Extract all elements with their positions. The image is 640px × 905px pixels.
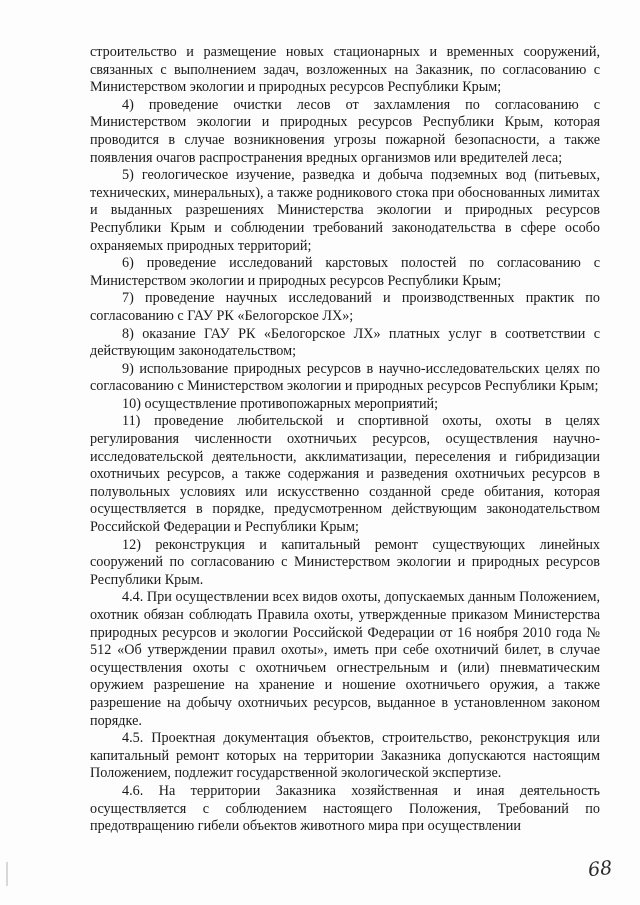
scan-edge-mark xyxy=(6,862,8,886)
paragraph-item-8: 8) оказание ГАУ РК «Белогорское ЛХ» платных услуг в соответствии с действующим законодательством; xyxy=(90,325,600,360)
paragraph-item-5: 5) геологическое изучение, разведка и добыча подземных вод (питьевых, технических, минеральных), а также родникового стока при обоснованных лимитах и выданных разрешениях Министерства экологии и природных ресурсов Республики Крым и соблюдении требований законодательства в сфере особо охраняемых природных территорий; xyxy=(90,167,600,254)
paragraph-item-4: 4) проведение очистки лесов от захламления по согласованию с Министерством экологии и природных ресурсов Республики Крым, которая проводится в случае возникновения угрозы пожарной безопасности, а также появления очагов распространения вредных организмов или вредителей леса; xyxy=(90,96,600,166)
paragraph-section-4-4: 4.4. При осуществлении всех видов охоты, допускаемых данным Положением, охотник обязан соблюдать Правила охоты, утвержденные приказом Министерства природных ресурсов и экологии Российской Федерации от 16 ноября 2010 года № 512 «Об утверждении правил охоты», иметь при себе охотничий билет, в случае осуществления охоты с охотничьем огнестрельным и (или) пневматическим оружием разрешение на хранение и ношение охотничьего оружия, а также разрешение на добычу охотничьих ресурсов, выданное в установленном законом порядке. xyxy=(90,589,600,729)
paragraph-continuation: строительство и размещение новых стационарных и временных сооружений, связанных с выполнением задач, возложенных на Заказник, по согласованию с Министерством экологии и природных ресурсов Республики Крым; xyxy=(90,44,600,96)
handwritten-page-number: 68 xyxy=(586,856,614,882)
document-body xyxy=(90,44,600,836)
paragraph-section-4-5: 4.5. Проектная документация объектов, строительство, реконструкция или капитальный ремонт которых на территории Заказника допускаются настоящим Положением, подлежит государственной экологической экспертизе. xyxy=(90,730,600,782)
paragraph-item-11: 11) проведение любительской и спортивной охоты, охоты в целях регулирования численности охотничьих ресурсов, осуществления научно-исследовательской деятельности, акклиматизации, переселения и гибридизации охотничьих ресурсов, а также содержания и разведения охотничьих ресурсов в полувольных условиях или искусственно созданной среде обитания, которая осуществляется в порядке, предусмотренном действующим законодательством Российской Федерации и Республики Крым; xyxy=(90,413,600,536)
paragraph-section-4-6: 4.6. На территории Заказника хозяйственная и иная деятельность осуществляется с соблюдением настоящего Положения, Требований по предотвращению гибели объектов животного мира при осуществлении xyxy=(90,782,600,835)
paragraph-item-6: 6) проведение исследований карстовых полостей по согласованию с Министерством экологии и природных ресурсов Республики Крым; xyxy=(90,255,600,289)
paragraph-item-9: 9) использование природных ресурсов в научно-исследовательских целях по согласованию с Министерством экологии и природных ресурсов Республики Крым; xyxy=(90,360,600,395)
paragraph-item-12: 12) реконструкция и капитальный ремонт существующих линейных сооружений по согласованию с Министерством экологии и природных ресурсов Республики Крым. xyxy=(90,536,600,588)
paragraph-item-10: 10) осуществление противопожарных мероприятий; xyxy=(122,395,439,412)
paragraph-item-7: 7) проведение научных исследований и производственных практик по согласованию с ГАУ РК «Белогорское ЛХ»; xyxy=(90,290,600,324)
